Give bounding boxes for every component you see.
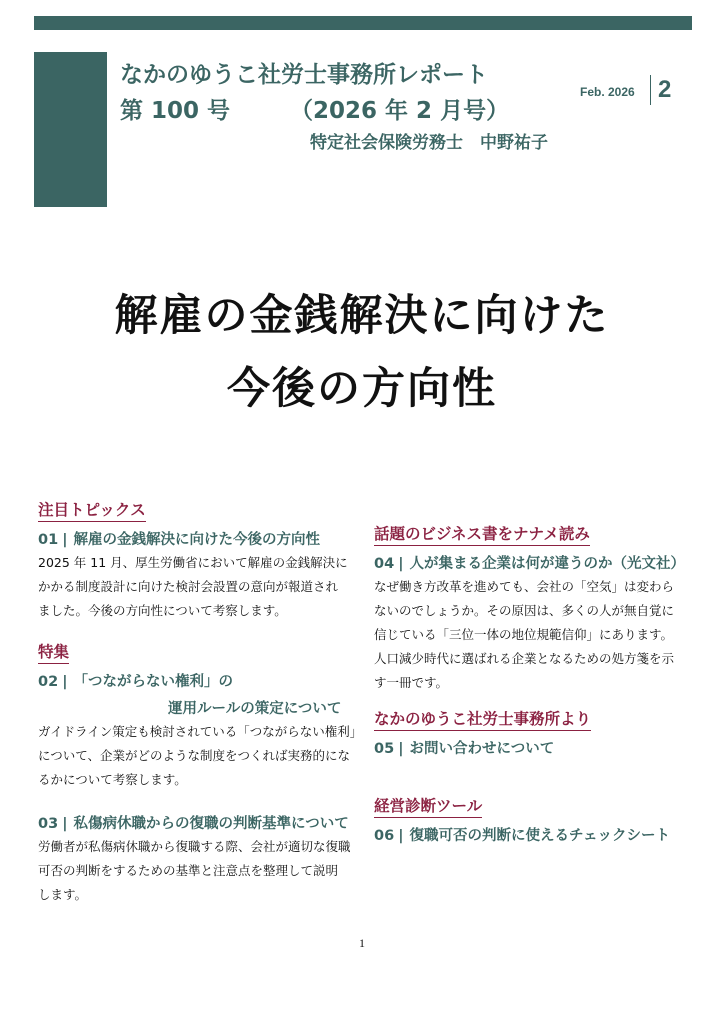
body-line: ないのでしょうか。その原因は、多くの人が無自覚に (374, 603, 675, 618)
item-title-text: 人が集まる企業は何が違うのか（光文社） (409, 556, 685, 572)
top-bar (34, 16, 692, 30)
item-title-text: お問い合わせについて (409, 741, 555, 757)
headline-line-1: 解雇の金銭解決に向けた (114, 291, 610, 341)
body-line: るかについて考察します。 (38, 772, 187, 787)
section-office (374, 707, 694, 758)
body-line: します。 (38, 887, 88, 902)
section-topics (38, 498, 358, 623)
body-line: かかる制度設計に向けた検討会設置の意向が報道され (38, 579, 339, 594)
item-title-continued: 運用ルールの策定について (168, 701, 342, 717)
section-special (38, 640, 363, 792)
item-title-text: 「つながらない権利」の (73, 674, 233, 690)
item-number: 01 (38, 532, 59, 548)
item-body (38, 720, 363, 792)
body-line: 労働者が私傷病休職から復職する際、会社が適切な復職 (38, 839, 351, 854)
headline-line-2: 今後の方向性 (227, 364, 497, 414)
month-number: 2 (658, 76, 672, 103)
header-color-block (34, 52, 107, 207)
section-tool (374, 794, 694, 845)
item-title: 01 | 解雇の金銭解決に向けた今後の方向性 (38, 532, 320, 548)
month-label: Feb. 2026 (580, 85, 635, 99)
item-body (38, 835, 358, 907)
issue-number: 第 100 号 (120, 98, 231, 124)
item-title-text: 私傷病休職からの復職の判断基準について (73, 816, 349, 832)
body-line: 信じている「三位一体の地位規範信仰」にあります。 (374, 627, 674, 642)
item-title-text: 復職可否の判断に使えるチェックシート (409, 828, 671, 844)
item-title: 06 | 復職可否の判断に使えるチェックシート (374, 828, 671, 844)
item-title: 04 | 人が集まる企業は何が違うのか（光文社） (374, 556, 685, 572)
body-line: ました。今後の方向性について考察します。 (38, 603, 287, 618)
item-title: 02 | 「つながらない権利」の (38, 674, 233, 690)
section-heading: 経営診断ツール (374, 794, 482, 818)
body-line: なぜ働き方改革を進めても、会社の「空気」は変わら (374, 579, 675, 594)
item-number: 02 (38, 674, 59, 690)
body-line: 2025 年 11 月、厚生労働省において解雇の金銭解決に (38, 555, 348, 570)
item-body (374, 575, 694, 695)
item-number: 04 (374, 556, 395, 572)
body-line: について、企業がどのような制度をつくれば実務的にな (38, 748, 351, 763)
section-heading: 注目トピックス (38, 498, 146, 522)
section-heading: 話題のビジネス書をナナメ読み (374, 522, 590, 546)
report-title: なかのゆうこ社労士事務所レポート (120, 62, 488, 88)
item-number: 03 (38, 816, 59, 832)
body-line: す一冊です。 (374, 675, 449, 690)
section-books (374, 522, 694, 695)
body-line: ガイドライン策定も検討されている「つながらない権利」 (38, 724, 363, 739)
divider (650, 75, 651, 105)
author: 特定社会保険労務士 中野祐子 (310, 133, 548, 153)
item-title: 05 | お問い合わせについて (374, 741, 555, 757)
section-special-2 (38, 806, 358, 907)
issue-line (120, 92, 509, 125)
item-body (38, 551, 358, 623)
item-title-text: 解雇の金銭解決に向けた今後の方向性 (73, 532, 320, 548)
page-number: 1 (359, 936, 365, 950)
item-number: 05 (374, 741, 395, 757)
body-line: 人口減少時代に選ばれる企業となるための処方箋を示 (374, 651, 675, 666)
section-heading: 特集 (38, 640, 69, 664)
item-title: 03 | 私傷病休職からの復職の判断基準について (38, 816, 349, 832)
item-number: 06 (374, 828, 395, 844)
issue-date: （2026 年 2 月号） (290, 98, 510, 124)
body-line: 可否の判断をするための基準と注意点を整理して説明 (38, 863, 339, 878)
section-heading: なかのゆうこ社労士事務所より (374, 707, 591, 731)
